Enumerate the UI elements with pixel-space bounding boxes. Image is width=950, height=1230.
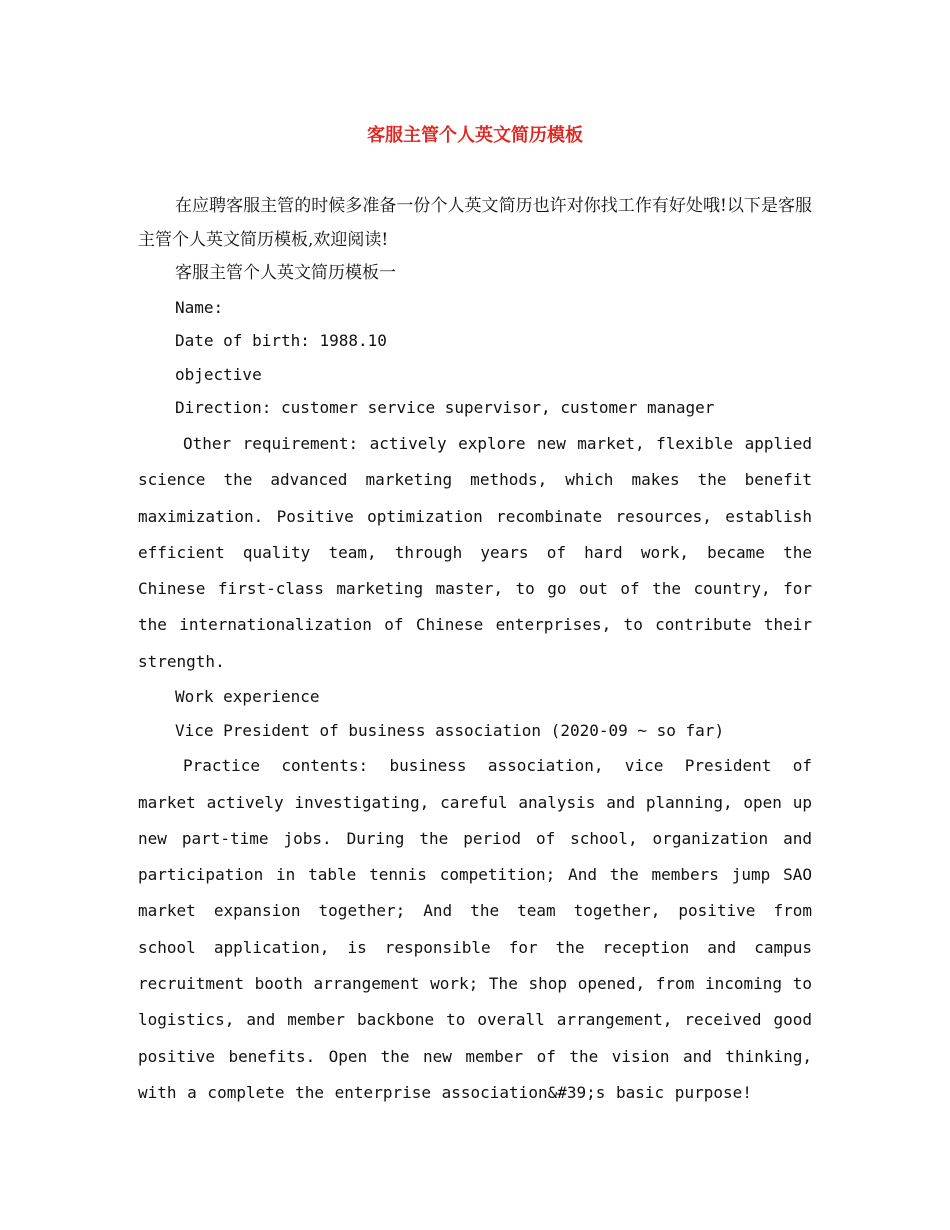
template-heading: 客服主管个人英文简历模板一 [175, 263, 396, 283]
practice-paragraph: Practice contents: business association, vice President of market actively investigating, careful analysis and planning, open up new part-time jobs. During the period of school, organization and participation in table tennis competition; And the members jump SAO market expansion together; And the team together, positive from school application, is responsible for the reception and campus recruitment booth arrangement work; The shop opened, from incoming to logistics, and member backbone to overall arrangement, received good positive benefits. Open the new member of the vision and thinking, with a complete the enterprise association&#39;s basic purpose! [138, 756, 812, 1102]
position-line: Vice President of business association (2020-09 ~ so far) [175, 720, 725, 740]
requirement-paragraph: Other requirement: actively explore new market, flexible applied science the advanced marketing methods, which makes the benefit maximization. Positive optimization recombinate resources, establish efficient quality team, through years of hard work, became the Chinese first-class marketing master, to go out of the country, for the internationalization of Chinese enterprises, to contribute their strength. [138, 433, 812, 671]
name-line: Name: [175, 297, 224, 317]
document-body [138, 189, 812, 1111]
intro-paragraph: 在应聘客服主管的时候多准备一份个人英文简历也许对你找工作有好处哦!以下是客服主管个人英文简历模板,欢迎阅读! [138, 196, 812, 250]
document-title: 客服主管个人英文简历模板 [367, 125, 583, 146]
date-of-birth-line: Date of birth: 1988.10 [175, 331, 387, 351]
work-experience-heading: Work experience [175, 687, 320, 707]
objective-heading: objective [175, 364, 262, 384]
direction-line: Direction: customer service supervisor, customer manager [175, 398, 715, 418]
